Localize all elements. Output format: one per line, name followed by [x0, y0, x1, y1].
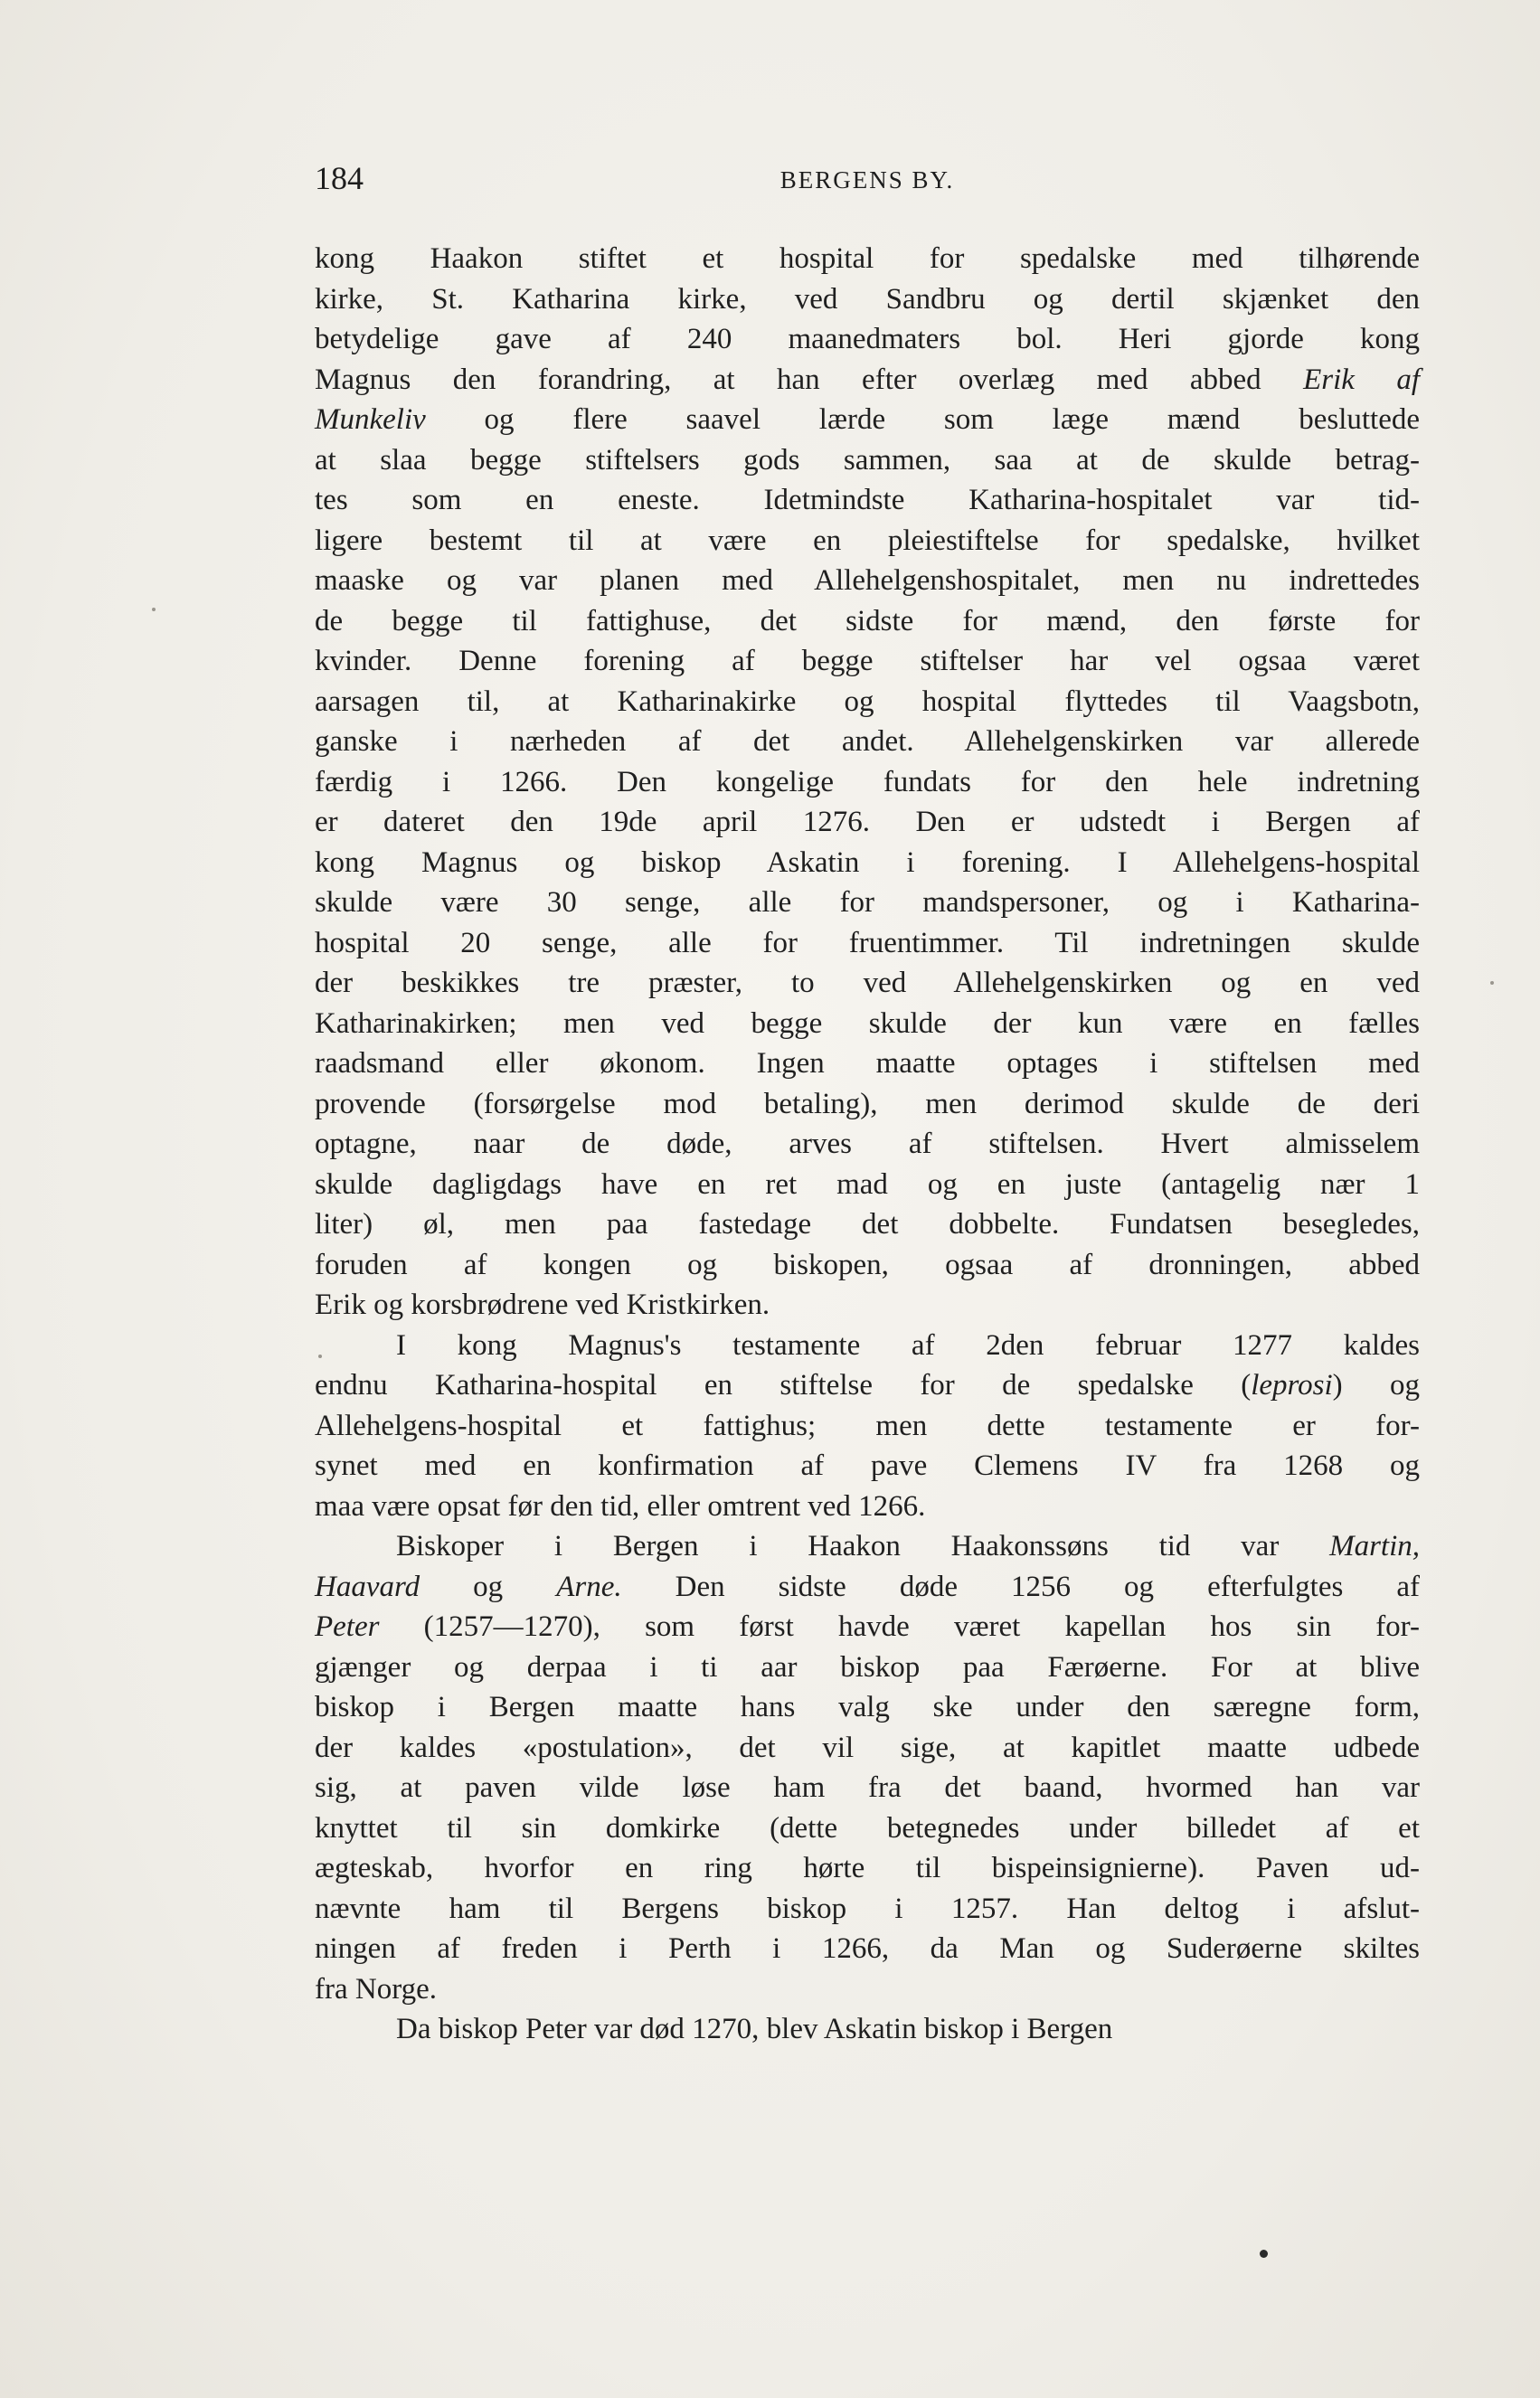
paragraph: [315, 1526, 1420, 2009]
text-line: Da biskop Peter var død 1270, blev Askatin biskop i Bergen: [396, 2013, 1113, 2045]
text-line: biskop i Bergen maatte hans valg ske under den særegne form,: [315, 1691, 1420, 1723]
text-line: er dateret den 19de april 1276. Den er udstedt i Bergen af: [315, 806, 1420, 838]
text-line: ægteskab, hvorfor en ring hørte til bispeinsignierne). Paven ud-: [315, 1852, 1420, 1884]
text-line: Erik og korsbrødrene ved Kristkirken.: [315, 1289, 770, 1321]
text-line: synet med en konfirmation af pave Clemens IV fra 1268 og: [315, 1449, 1420, 1482]
running-title: BERGENS BY.: [779, 166, 955, 194]
text-line: hospital 20 senge, alle for fruentimmer. Til indretningen skulde: [315, 926, 1420, 959]
text-line: færdig i 1266. Den kongelige fundats for den hele indretning: [315, 765, 1420, 798]
text-line: ligere bestemt til at være en pleiestiftelse for spedalske, hvilket: [315, 524, 1420, 557]
text-line: liter) øl, men paa fastedage det dobbelte. Fundatsen besegledes,: [315, 1208, 1420, 1241]
text-line: endnu Katharina-hospital en stiftelse for de spedalske (leprosi) og: [315, 1369, 1420, 1402]
text-line: foruden af kongen og biskopen, ogsaa af dronningen, abbed: [315, 1248, 1420, 1281]
ink-dot: [1260, 2250, 1268, 2258]
text-line: nævnte ham til Bergens biskop i 1257. Han deltog i afslut-: [315, 1892, 1420, 1925]
text-line: Peter (1257—1270), som først havde været kapellan hos sin for-: [315, 1610, 1420, 1643]
text-line: skulde dagligdags have en ret mad og en juste (antagelig nær 1: [315, 1167, 1420, 1201]
text-line: sig, at paven vilde løse ham fra det baand, hvormed han var: [315, 1771, 1420, 1804]
text-line: knyttet til sin domkirke (dette betegnedes under billedet af et: [315, 1811, 1420, 1845]
text-line: tes som en eneste. Idetmindste Katharina-hospitalet var tid-: [315, 484, 1420, 516]
paragraph: [315, 239, 1420, 1326]
text-line: ningen af freden i Perth i 1266, da Man og Suderøerne skiltes: [315, 1932, 1420, 1965]
text-line: maa være opsat før den tid, eller omtrent ved 1266.: [315, 1489, 926, 1523]
text-line: Katharinakirken; men ved begge skulde der kun være en fælles: [315, 1006, 1420, 1040]
ink-speck: [318, 1355, 322, 1358]
text-line: kong Haakon stiftet et hospital for spedalske med tilhørende: [315, 242, 1420, 275]
text-line: Munkeliv og flere saavel lærde som læge mænd besluttede: [315, 403, 1420, 436]
text-line: Biskoper i Bergen i Haakon Haakonssøns tid var Martin,: [396, 1530, 1420, 1562]
text-line: ganske i nærheden af det andet. Allehelgenskirken var allerede: [315, 725, 1420, 758]
text-line: kvinder. Denne forening af begge stiftelser har vel ogsaa været: [315, 645, 1420, 677]
text-line: betydelige gave af 240 maanedmaters bol. Heri gjorde kong: [315, 323, 1420, 355]
text-line: skulde være 30 senge, alle for mandspersoner, og i Katharina-: [315, 886, 1420, 919]
body-text: [315, 239, 1420, 2050]
text-line: maaske og var planen med Allehelgenshospitalet, men nu indrettedes: [315, 564, 1420, 597]
text-line: de begge til fattighuse, det sidste for mænd, den første for: [315, 604, 1420, 637]
paragraph: [315, 1326, 1420, 1527]
text-line: raadsmand eller økonom. Ingen maatte optages i stiftelsen med: [315, 1047, 1420, 1080]
text-line: I kong Magnus's testamente af 2den februar 1277 kaldes: [396, 1328, 1420, 1362]
text-line: Allehelgens-hospital et fattighus; men dette testamente er for-: [315, 1409, 1420, 1442]
text-line: Magnus den forandring, at han efter overlæg med abbed Erik af: [315, 363, 1421, 396]
text-line: at slaa begge stiftelsers gods sammen, saa at de skulde betrag-: [315, 443, 1420, 477]
ink-speck: [152, 608, 156, 611]
text-line: optagne, naar de døde, arves af stiftelsen. Hvert almisselem: [315, 1128, 1420, 1160]
text-line: gjænger og derpaa i ti aar biskop paa Færøerne. For at blive: [315, 1650, 1420, 1684]
text-line: der beskikkes tre præster, to ved Allehelgenskirken og en ved: [315, 967, 1420, 999]
text-line: provende (forsørgelse mod betaling), men derimod skulde de deri: [315, 1087, 1420, 1120]
paragraph: [315, 2009, 1420, 2050]
text-line: aarsagen til, at Katharinakirke og hospital flyttedes til Vaagsbotn,: [315, 684, 1420, 718]
page-number: 184: [315, 160, 364, 196]
text-line: kong Magnus og biskop Askatin i forening. I Allehelgens-hospital: [315, 845, 1420, 879]
text-line: kirke, St. Katharina kirke, ved Sandbru og dertil skjænket den: [315, 282, 1420, 316]
running-head: [315, 159, 1420, 204]
ink-speck: [1490, 981, 1494, 985]
text-line: Haavard og Arne. Den sidste døde 1256 og efterfulgtes af: [315, 1570, 1421, 1603]
text-line: der kaldes «postulation», det vil sige, at kapitlet maatte udbede: [315, 1731, 1420, 1764]
text-line: fra Norge.: [315, 1972, 437, 2006]
